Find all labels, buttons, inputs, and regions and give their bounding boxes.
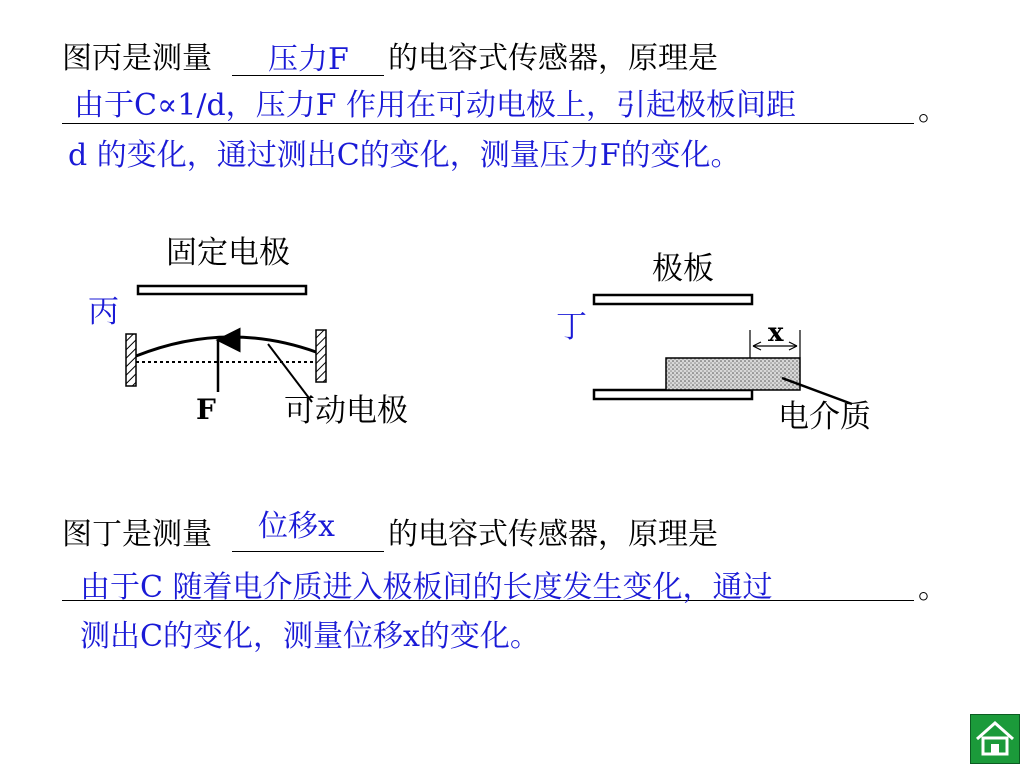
force-label: F	[196, 393, 216, 426]
q1-line1: 由于C∝1/d，压力F 作用在可动电极上，引起极板间距	[74, 88, 797, 123]
q2-line1: 由于C 随着电介质进入极板间的长度发生变化，通过	[80, 570, 773, 605]
fixed-electrode-label: 固定电极	[166, 235, 290, 271]
q1-answer: 压力F	[268, 42, 349, 77]
q2-line2: 测出C的变化，测量位移x的变化。	[80, 619, 540, 654]
fixed-electrode-plate	[138, 286, 306, 294]
q2-prefix: 图丁是测量	[62, 517, 212, 552]
q1-end-mark: 。	[918, 93, 948, 128]
bottom-plate	[594, 390, 752, 399]
q2-suffix: 的电容式传感器，原理是	[388, 517, 718, 552]
movable-electrode-label: 可动电极	[284, 393, 408, 429]
figure-ding-label: 丁	[556, 309, 587, 345]
figure-bing-label: 丙	[88, 294, 119, 330]
figure-ding	[594, 295, 852, 404]
plate-label: 极板	[652, 251, 714, 287]
q2-end-mark: 。	[918, 571, 948, 606]
dielectric-slab	[666, 358, 800, 390]
home-icon	[971, 715, 1019, 763]
movable-electrode-curve	[136, 337, 316, 356]
right-wall-hatch	[316, 330, 326, 382]
figure-bing	[126, 286, 326, 402]
top-plate	[594, 295, 752, 304]
q1-prefix: 图丙是测量	[62, 41, 212, 76]
q2-answer: 位移x	[258, 509, 335, 544]
q2-answer-blank	[232, 551, 384, 552]
q1-line2: d 的变化，通过测出C的变化，测量压力F的变化。	[68, 138, 741, 173]
home-button[interactable]	[970, 714, 1020, 764]
left-wall-hatch	[126, 334, 136, 386]
x-label: x	[768, 318, 784, 348]
dielectric-label: 电介质	[778, 399, 871, 435]
q1-suffix: 的电容式传感器，原理是	[388, 41, 718, 76]
